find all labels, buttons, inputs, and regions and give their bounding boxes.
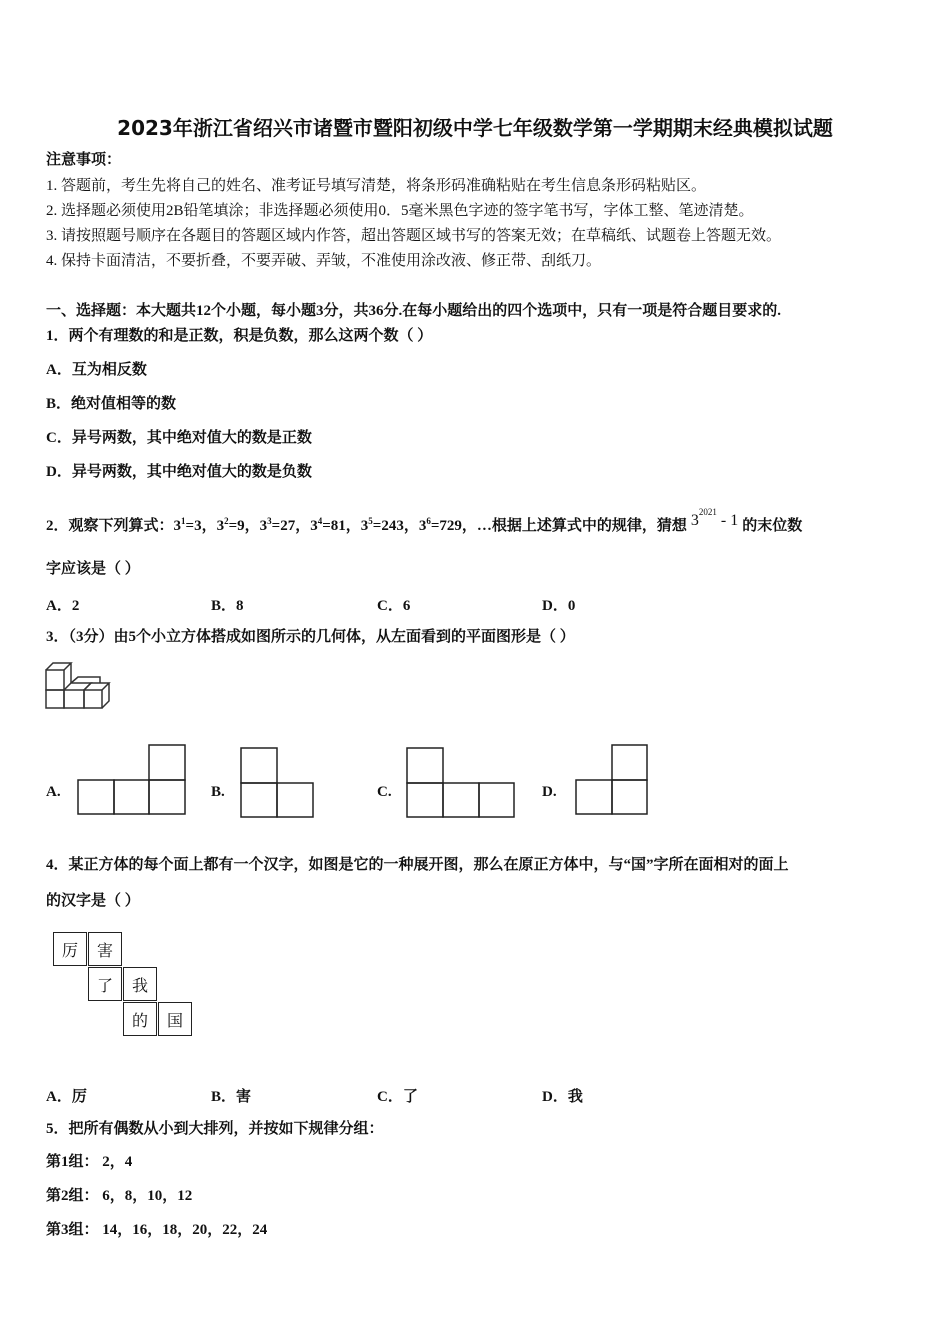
q5-group: 第2组： 6，8，10，12: [46, 1188, 193, 1204]
q1-option-d: D．异号两数，其中绝对值大的数是负数: [46, 464, 312, 480]
question-4-stem-line2: 的汉字是（ ）: [46, 893, 140, 909]
net-cell: 厉: [53, 932, 87, 966]
question-4-stem-line1: 4．某正方体的每个面上都有一个汉字，如图是它的一种展开图，那么在原正方体中，与“国”字所在面相对的面上: [46, 857, 789, 873]
q2-option-c: C．6: [377, 598, 411, 614]
q1-option-c: C．异号两数，其中绝对值大的数是正数: [46, 430, 312, 446]
q2-term: $3^3=27$，: [259, 516, 311, 534]
q1-option-b: B．绝对值相等的数: [46, 396, 177, 412]
q3-option-d-figure: [574, 743, 652, 817]
question-1-stem: 1．两个有理数的和是正数，积是负数，那么这两个数（ ）: [46, 328, 433, 344]
q3-option-d-label: D.: [542, 784, 557, 800]
note-item: 2. 选择题必须使用2B铅笔填涂；非选择题必须使用0．5毫米黑色字迹的签字笔书写，字体工整、笔迹清楚。: [46, 203, 754, 219]
q4-option-d: D．我: [542, 1089, 583, 1105]
net-cell: 的: [123, 1002, 157, 1036]
q2-stem-line2: 字应该是（ ）: [46, 561, 140, 577]
net-cell: 了: [88, 967, 122, 1001]
note-item: 4. 保持卡面清洁，不要折叠，不要弄破、弄皱，不准使用涂改液、修正带、刮纸刀。: [46, 253, 602, 269]
q2-term: $3^6=729$，: [418, 516, 477, 534]
q2-term: $3^5=243$，: [360, 516, 419, 534]
q3-option-c-label: C.: [377, 784, 392, 800]
net-cell: 国: [158, 1002, 192, 1036]
q3-option-b-label: B.: [211, 784, 225, 800]
q2-stem-mid: …根据上述算式中的规律，猜想: [476, 518, 687, 534]
q4-option-b: B．害: [211, 1089, 252, 1105]
net-cell: 害: [88, 932, 122, 966]
q3-option-a-figure: [76, 743, 188, 817]
note-item: 3. 请按照题号顺序在各题目的答题区域内作答，超出答题区域书写的答案无效；在草稿纸、试题卷上答题无效。: [46, 228, 782, 244]
question-3-stem: 3．（3分）由5个小立方体搭成如图所示的几何体，从左面看到的平面图形是（ ）: [46, 629, 575, 645]
q5-group: 第3组： 14，16，18，20，22，24: [46, 1222, 268, 1238]
note-item: 1. 答题前，考生先将自己的姓名、准考证号填写清楚，将条形码准确粘贴在考生信息条形码粘贴区。: [46, 178, 707, 194]
net-cell: 我: [123, 967, 157, 1001]
question-5-stem: 5．把所有偶数从小到大排列，并按如下规律分组：: [46, 1121, 384, 1137]
q2-term: $3^2=9$，: [216, 516, 260, 534]
q2-stem-end: 的末位数: [742, 518, 803, 534]
q2-term: $3^4=81$，: [310, 516, 361, 534]
q2-option-a: A．2: [46, 598, 80, 614]
q2-expression: $3^{2021} - 1$: [690, 507, 739, 529]
page-title: 2023年浙江省绍兴市诸暨市暨阳初级中学七年级数学第一学期期末经典模拟试题: [117, 116, 833, 140]
q1-option-a: A．互为相反数: [46, 362, 147, 378]
notes-heading: 注意事项：: [46, 152, 122, 168]
cube-solid-figure: [44, 658, 130, 716]
q5-group: 第1组： 2，4: [46, 1154, 133, 1170]
question-2-stem: [46, 497, 906, 536]
q3-option-b-figure: [239, 746, 317, 820]
q4-option-a: A．厉: [46, 1089, 87, 1105]
q2-stem-start: 2．观察下列算式：: [46, 518, 174, 534]
q4-option-c: C．了: [377, 1089, 418, 1105]
q2-term: $3^1=3$，: [173, 516, 217, 534]
section-heading: 一、选择题：本大题共12个小题，每小题3分，共36分.在每小题给出的四个选项中，只有一项是符合题目要求的.: [46, 303, 782, 319]
q3-option-a-label: A.: [46, 784, 61, 800]
q3-option-c-figure: [405, 746, 519, 820]
q2-option-b: B．8: [211, 598, 244, 614]
q2-option-d: D．0: [542, 598, 576, 614]
